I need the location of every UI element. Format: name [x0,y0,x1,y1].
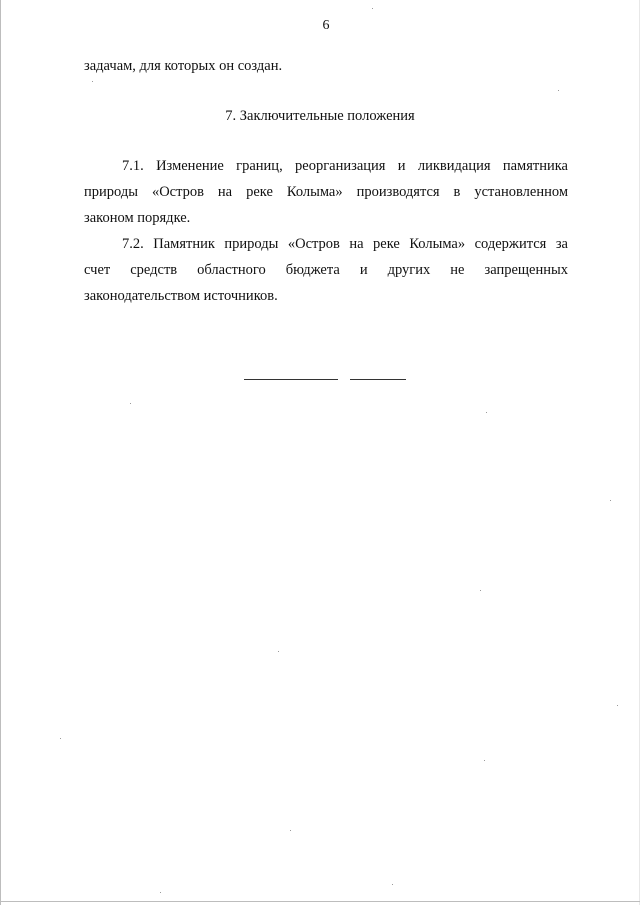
scan-speck [290,830,291,831]
scan-speck [486,412,487,413]
scan-speck [558,90,559,91]
scan-speck [617,705,618,706]
scan-speck [92,81,93,82]
paragraph-7-1-line-2: природы «Остров на реке Колыма» производятся в установленном [84,184,568,200]
end-separator-gap [338,378,350,381]
paragraph-7-1-line-1: 7.1. Изменение границ, реорганизация и ликвидация памятника [122,158,568,174]
scan-speck [484,760,485,761]
continuation-line: задачам, для которых он создан. [84,58,283,74]
scan-speck [392,884,393,885]
paragraph-7-2-line-2: счет средств областного бюджета и других не запрещенных [84,262,568,278]
scan-speck [610,500,611,501]
section-heading: 7. Заключительные положения [225,108,415,124]
page-number: 6 [322,18,330,33]
scan-speck [372,8,373,9]
scan-speck [480,590,481,591]
end-separator-line [244,379,406,380]
scan-speck [278,651,279,652]
page-left-edge [0,0,1,905]
scan-speck [160,892,161,893]
paragraph-7-2-line-3: законодательством источников. [84,288,278,304]
scan-speck [130,403,131,404]
scan-speck [60,738,61,739]
paragraph-7-1-line-3: законом порядке. [84,210,191,226]
paragraph-7-2-line-1: 7.2. Памятник природы «Остров на реке Колыма» содержится за [122,236,568,252]
page-bottom-edge [0,901,640,902]
